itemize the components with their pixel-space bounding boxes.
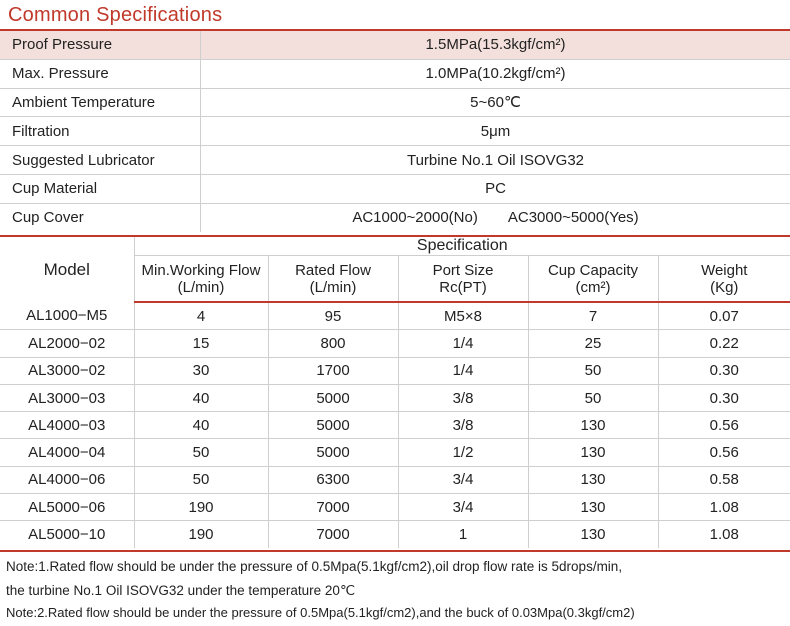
spec-row-proof-pressure: [0, 31, 790, 59]
min-working-flow-cell: 50: [134, 466, 268, 493]
spec-key: Proof Pressure: [0, 31, 201, 59]
spec-value: 5μm: [201, 117, 790, 146]
table-row: [0, 521, 790, 548]
rated-flow-cell: 95: [268, 302, 398, 330]
min-working-flow-cell: 30: [134, 357, 268, 384]
table-row: [0, 302, 790, 330]
weight-cell: 0.22: [658, 330, 790, 357]
model-cell: AL5000−06: [0, 494, 134, 521]
rated-flow-cell: 6300: [268, 466, 398, 493]
spec-key: Suggested Lubricator: [0, 146, 201, 175]
min-working-flow-cell: 15: [134, 330, 268, 357]
rated-flow-cell: 800: [268, 330, 398, 357]
rated-flow-cell: 5000: [268, 412, 398, 439]
weight-cell: 0.58: [658, 466, 790, 493]
weight-cell: 0.30: [658, 384, 790, 411]
port-size-cell: 1: [398, 521, 528, 548]
min-working-flow-cell: 190: [134, 521, 268, 548]
col-header-rated-flow: Rated Flow (L/min): [268, 256, 398, 303]
table-bottom-divider: [0, 550, 790, 552]
port-size-cell: M5×8: [398, 302, 528, 330]
weight-cell: 0.30: [658, 357, 790, 384]
table-row: [0, 466, 790, 493]
table-row: [0, 494, 790, 521]
rated-flow-cell: 7000: [268, 494, 398, 521]
spec-value: [201, 203, 790, 231]
min-working-flow-cell: 4: [134, 302, 268, 330]
section-title: Common Specifications: [8, 4, 223, 26]
spec-row-suggested-lubricator: [0, 146, 790, 175]
model-cell: AL4000−06: [0, 466, 134, 493]
col-header-weight: Weight (Kg): [658, 256, 790, 303]
cup-capacity-cell: 25: [528, 330, 658, 357]
cup-capacity-cell: 7: [528, 302, 658, 330]
weight-cell: 1.08: [658, 494, 790, 521]
min-working-flow-cell: 50: [134, 439, 268, 466]
port-size-cell: 3/8: [398, 384, 528, 411]
table-row: [0, 439, 790, 466]
model-cell: AL1000−M5: [0, 302, 134, 330]
rated-flow-cell: 1700: [268, 357, 398, 384]
spec-key: Max. Pressure: [0, 59, 201, 88]
cup-capacity-cell: 50: [528, 384, 658, 411]
port-size-cell: 3/4: [398, 466, 528, 493]
rated-flow-cell: 7000: [268, 521, 398, 548]
model-cell: AL3000−02: [0, 357, 134, 384]
port-size-cell: 1/4: [398, 330, 528, 357]
spec-key: Cup Cover: [0, 203, 201, 231]
model-rows: [0, 302, 790, 548]
rated-flow-cell: 5000: [268, 384, 398, 411]
spec-key: Ambient Temperature: [0, 88, 201, 117]
common-specs-table: [0, 31, 790, 232]
spec-row-cup-material: [0, 174, 790, 203]
model-header: Model: [0, 237, 134, 302]
port-size-cell: 1/2: [398, 439, 528, 466]
weight-cell: 0.07: [658, 302, 790, 330]
weight-cell: 0.56: [658, 412, 790, 439]
note-1-line-2: the turbine No.1 Oil ISOVG32 under the temperature 20℃: [6, 583, 356, 598]
cup-capacity-cell: 130: [528, 412, 658, 439]
spec-row-filtration: [0, 117, 790, 146]
model-cell: AL4000−03: [0, 412, 134, 439]
table-row: [0, 412, 790, 439]
spec-row-max-pressure: [0, 59, 790, 88]
min-working-flow-cell: 190: [134, 494, 268, 521]
weight-cell: 1.08: [709, 526, 739, 544]
cup-capacity-cell: 130: [528, 521, 658, 548]
spec-key: Filtration: [0, 117, 201, 146]
table-row: [0, 330, 790, 357]
note-1-line-1: Note:1.Rated flow should be under the pressure of 0.5Mpa(5.1kgf/cm2),oil drop flow rate is 5drops/min,: [6, 559, 623, 574]
spec-row-ambient-temperature: [0, 88, 790, 117]
model-cell: AL2000−02: [0, 330, 134, 357]
col-header-min-working-flow: Min.Working Flow (L/min): [134, 256, 268, 303]
col-header-port-size: Port Size Rc(PT): [398, 256, 528, 303]
min-working-flow-cell: 40: [134, 412, 268, 439]
rated-flow-cell: 5000: [268, 439, 398, 466]
port-size-cell: 3/8: [398, 412, 528, 439]
cup-cover-value-b: AC3000~5000(Yes): [507, 209, 639, 227]
cup-capacity-cell: 130: [528, 494, 658, 521]
col-header-cup-capacity: Cup Capacity (cm²): [528, 256, 658, 303]
spec-value: Turbine No.1 Oil ISOVG32: [201, 146, 790, 175]
model-cell: AL3000−03: [0, 384, 134, 411]
model-cell: AL5000−10: [0, 521, 134, 548]
table-row: [0, 357, 790, 384]
specification-header: Specification: [134, 237, 790, 256]
weight-cell: 0.56: [658, 439, 790, 466]
spec-value: 1.5MPa(15.3kgf/cm²): [201, 31, 790, 59]
spec-value: PC: [201, 174, 790, 203]
spec-key: Cup Material: [0, 174, 201, 203]
model-cell: AL4000−04: [0, 439, 134, 466]
port-size-cell: 3/4: [398, 494, 528, 521]
cup-capacity-cell: 130: [528, 466, 658, 493]
port-size-cell: 1/4: [398, 357, 528, 384]
cup-capacity-cell: 50: [528, 357, 658, 384]
cup-cover-value-a: AC1000~2000(No): [352, 209, 478, 227]
model-spec-table: [0, 237, 790, 548]
spec-row-cup-cover: [0, 203, 790, 231]
cup-capacity-cell: 130: [528, 439, 658, 466]
table-row: [0, 384, 790, 411]
min-working-flow-cell: 40: [134, 384, 268, 411]
spec-value: 1.0MPa(10.2kgf/cm²): [201, 59, 790, 88]
note-2: Note:2.Rated flow should be under the pressure of 0.5Mpa(5.1kgf/cm2),and the buck of 0.03Mpa(0.3kgf/cm2): [6, 605, 635, 620]
spec-value: 5~60℃: [201, 88, 790, 117]
